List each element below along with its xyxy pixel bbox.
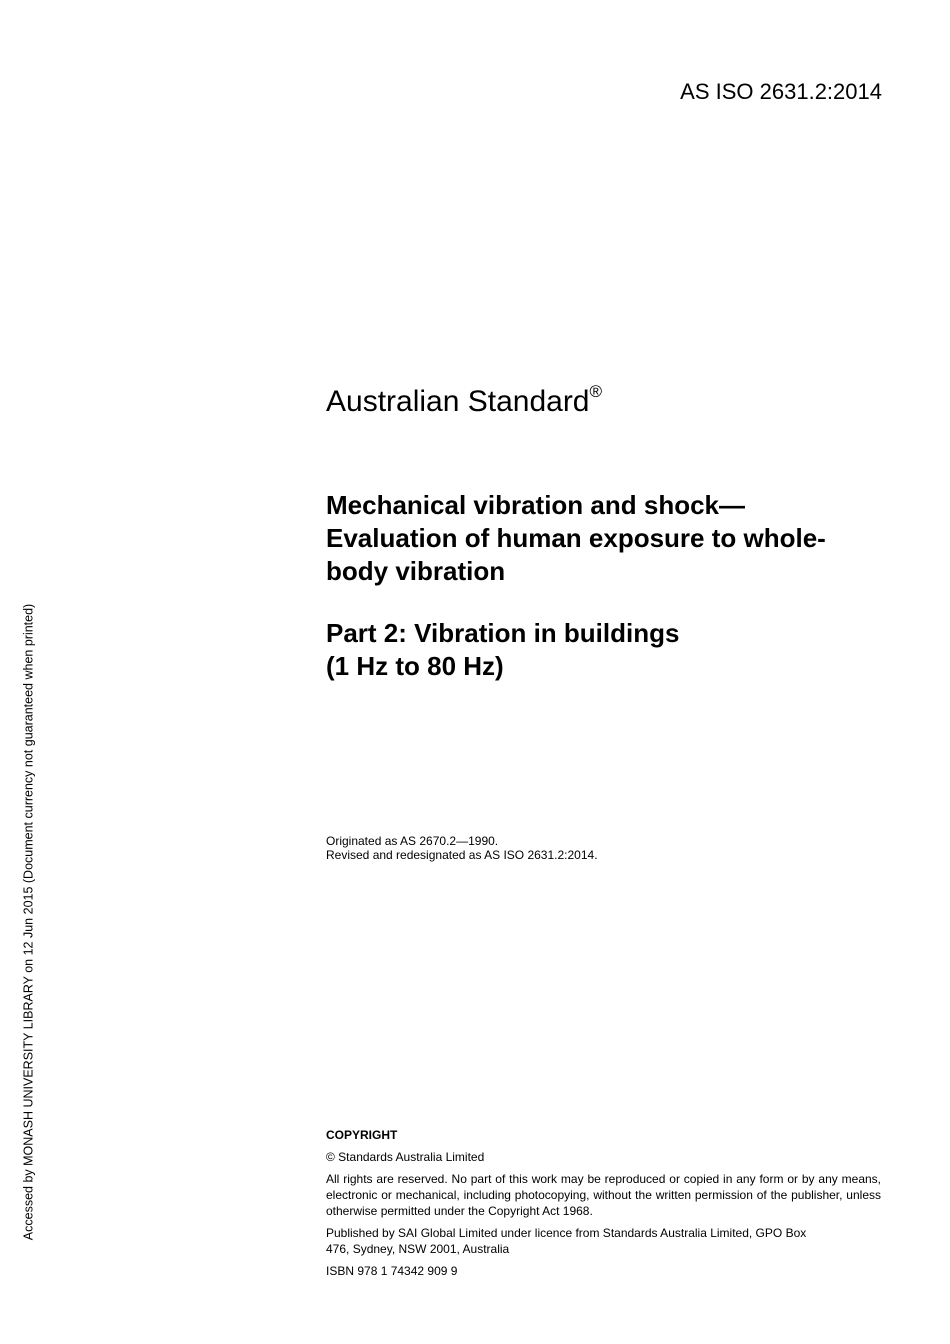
document-title [326,489,896,588]
brand-title [326,384,602,420]
originated-line: Originated as AS 2670.2—1990. [326,834,499,848]
revised-line: Revised and redesignated as AS ISO 2631.2:2014. [326,848,598,862]
rights-statement: All rights are reserved. No part of this work may be reproduced or copied in any form or by any means, electronic or mechanical, including photocopying, without the written permission of the publisher, unless otherwise permitted under the Copyright Act 1968. [326,1172,881,1218]
publisher-line: Published by SAI Global Limited under licence from Standards Australia Limited, GPO Box [326,1226,807,1240]
title-line: Evaluation of human exposure to whole- [326,523,826,553]
part-title [326,617,896,683]
title-line: body vibration [326,556,506,586]
copyright-section [326,1127,881,1285]
title-line: Mechanical vibration and shock— [326,490,745,520]
origin-info [326,834,598,862]
publisher-statement [326,1225,881,1257]
isbn: ISBN 978 1 74342 909 9 [326,1264,458,1278]
registered-mark: ® [589,382,603,401]
publisher-line: 476, Sydney, NSW 2001, Australia [326,1242,510,1256]
document-number: AS ISO 2631.2:2014 [680,79,882,104]
brand-name: Australian Standard [326,385,590,418]
copyright-holder: © Standards Australia Limited [326,1150,485,1164]
part-title-line: (1 Hz to 80 Hz) [326,651,504,681]
access-note: Accessed by MONASH UNIVERSITY LIBRARY on 12 Jun 2015 (Document currency not guaranteed when printed) [21,603,36,1241]
copyright-heading: COPYRIGHT [326,1128,398,1142]
part-title-line: Part 2: Vibration in buildings [326,618,680,648]
